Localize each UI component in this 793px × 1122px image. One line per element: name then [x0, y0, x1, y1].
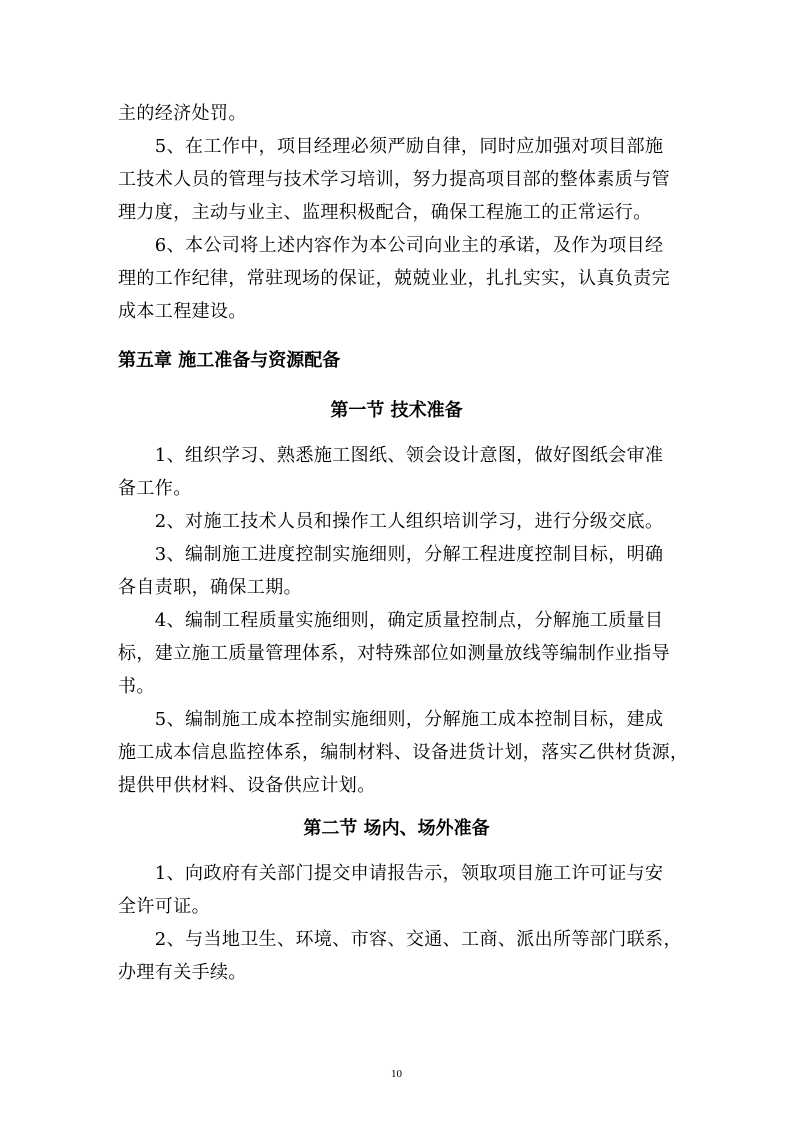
chapter-heading: 第五章 施工准备与资源配备 — [118, 350, 341, 371]
text-line: 5、在工作中，项目经理必须严励自律，同时应加强对项目部施 — [118, 136, 664, 157]
section-heading-1: 第一节 技术准备 — [330, 400, 463, 421]
text-line: 全许可证。 — [118, 896, 210, 917]
text-line: 2、与当地卫生、环境、市容、交通、工商、派出所等部门联系， — [118, 929, 682, 950]
text-line: 4、编制工程质量实施细则，确定质量控制点，分解施工质量目 — [118, 610, 664, 631]
text-line: 理力度，主动与业主、监理积极配合，确保工程施工的正常运行。 — [118, 202, 652, 223]
text-line: 办理有关手续。 — [118, 962, 247, 983]
text-line: 施工成本信息监控体系，编制材料、设备进货计划，落实乙供材货源， — [118, 742, 689, 763]
text-line: 备工作。 — [118, 478, 192, 499]
text-line: 工技术人员的管理与技术学习培训，努力提高项目部的整体素质与管 — [118, 169, 670, 190]
text-line: 1、向政府有关部门提交申请报告示，领取项目施工许可证与安 — [118, 863, 664, 884]
text-line: 理的工作纪律，常驻现场的保证，兢兢业业，扎扎实实，认真负责完 — [118, 268, 670, 289]
page-number: 10 — [391, 1068, 402, 1080]
text-line: 3、编制施工进度控制实施细则，分解工程进度控制目标，明确 — [118, 544, 664, 565]
text-line: 主的经济处罚。 — [118, 103, 247, 124]
section-heading-2: 第二节 场内、场外准备 — [303, 818, 490, 839]
text-line: 2、对施工技术人员和操作工人组织培训学习，进行分级交底。 — [118, 511, 664, 532]
text-line: 5、编制施工成本控制实施细则，分解施工成本控制目标，建成 — [118, 709, 664, 730]
text-line: 6、本公司将上述内容作为本公司向业主的承诺，及作为项目经 — [118, 235, 664, 256]
text-line: 各自责职，确保工期。 — [118, 577, 302, 598]
text-line: 书。 — [118, 676, 155, 697]
text-line: 标，建立施工质量管理体系，对特殊部位如测量放线等编制作业指导 — [118, 643, 670, 664]
text-line: 提供甲供材料、设备供应计划。 — [118, 775, 376, 796]
text-line: 1、组织学习、熟悉施工图纸、领会设计意图，做好图纸会审准 — [118, 445, 664, 466]
text-line: 成本工程建设。 — [118, 301, 247, 322]
